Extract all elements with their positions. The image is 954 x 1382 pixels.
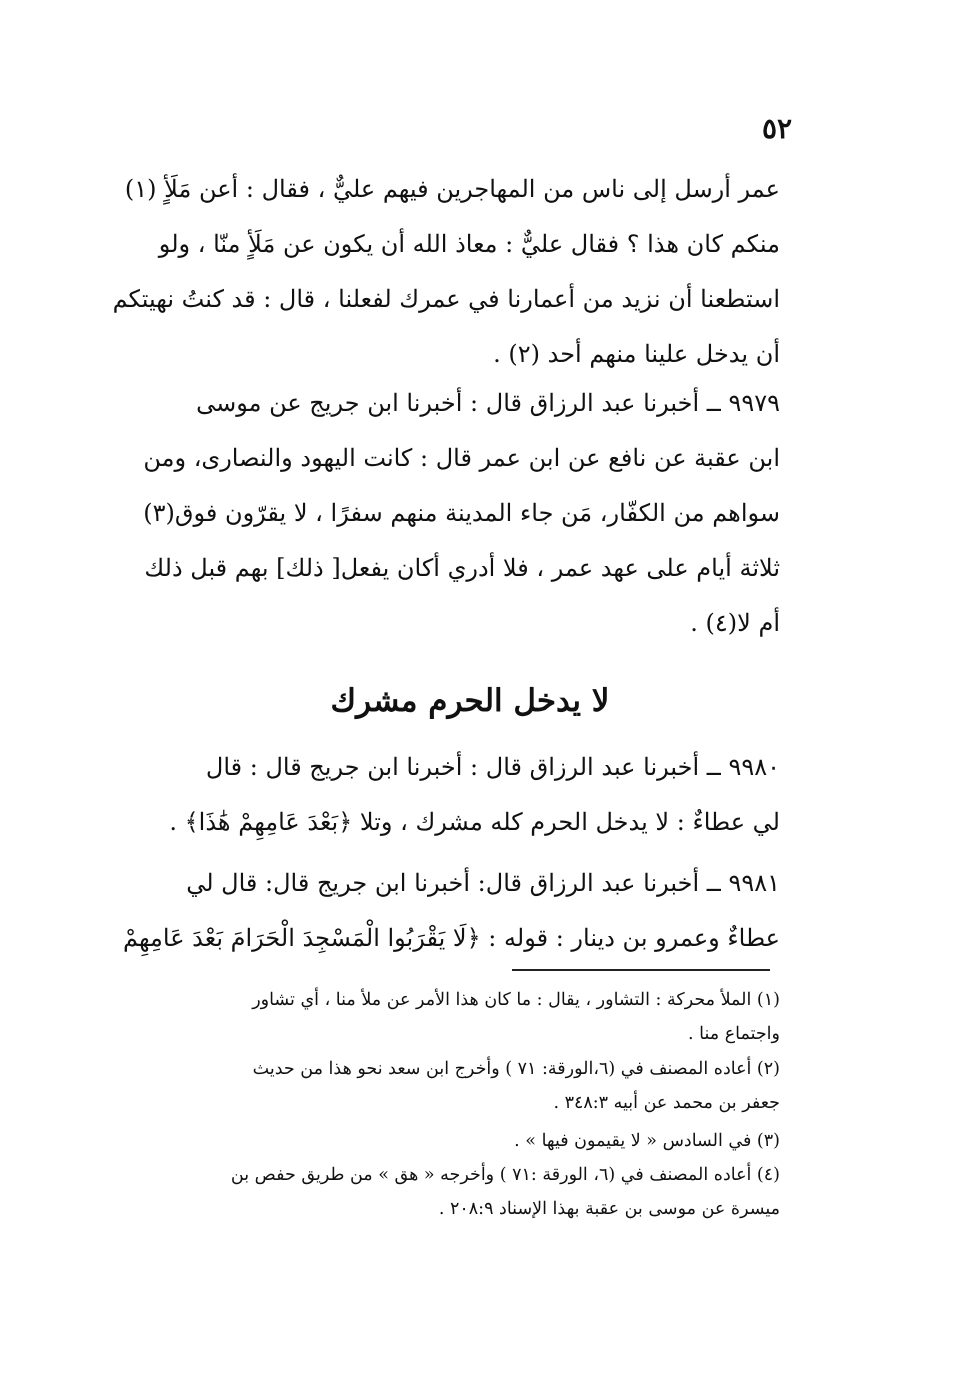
footnote-line: (١) الملأ محركة : التشاور ، يقال : ما كان هذا الأمر عن ملأ منا ، أي تشاور [252, 990, 780, 1010]
text-line: أن يدخل علينا منهم أحد (٢) . [493, 340, 780, 368]
text-line: منكم كان هذا ؟ فقال عليٌّ : معاذ الله أن يكون عن مَلَأٍ منّا ، ولو [158, 230, 780, 258]
hadith-9979 [100, 376, 780, 651]
text-line: استطعنا أن نزيد من أعمارنا في عمرك لفعلنا ، قال : قد كنتُ نهيتكم [112, 285, 780, 313]
footnote-line: ميسرة عن موسى بن عقبة بهذا الإسناد ٢٠٨:٩ . [438, 1199, 780, 1219]
footnote-line: واجتماع منا . [688, 1024, 780, 1044]
footnote-3 [100, 1124, 780, 1158]
hadith-9980 [100, 740, 780, 850]
text-line: ٩٩٨١ ــ أخبرنا عبد الرزاق قال: أخبرنا ابن جريج قال: قال لي [186, 869, 780, 897]
footnote-divider [512, 969, 770, 971]
footnote-line: (٤) أعاده المصنف في (٦، الورقة :٧١ ) وأخرجه « هق » من طريق حفص بن [230, 1165, 780, 1185]
section-heading: لا يدخل الحرم مشرك [330, 683, 610, 719]
page-number: ٥٢ [761, 112, 793, 145]
text-line: أم لا(٤) . [690, 609, 780, 637]
hadith-9981 [100, 856, 780, 966]
text-line: سواهم من الكفّار، مَن جاء المدينة منهم سفرًا ، لا يقرّون فوق(٣) [143, 499, 780, 527]
text-line: ثلاثة أيام على عهد عمر ، فلا أدري أكان يفعل[ ذلك] بهم قبل ذلك [144, 554, 780, 582]
text-line: ابن عقبة عن نافع عن ابن عمر قال : كانت اليهود والنصارى، ومن [143, 444, 780, 472]
text-line: ٩٩٨٠ ــ أخبرنا عبد الرزاق قال : أخبرنا ابن جريج قال : قال [205, 753, 780, 781]
text-line: ٩٩٧٩ ــ أخبرنا عبد الرزاق قال : أخبرنا ابن جريج عن موسى [196, 389, 780, 417]
footnote-line: (٣) في السادس « لا يقيمون فيها » . [514, 1131, 780, 1151]
footnote-1 [100, 983, 780, 1051]
text-line: عمر أرسل إلى ناس من المهاجرين فيهم عليٌّ ، فقال : أعن مَلَأٍ (١) [124, 175, 780, 203]
text-line: لي عطاءٌ : لا يدخل الحرم كله مشرك ، وتلا ﴿بَعْدَ عَامِهِمْ هَٰذَا﴾ . [169, 808, 780, 836]
footnote-4 [100, 1158, 780, 1226]
paragraph-continuation [100, 162, 780, 382]
text-line: عطاءٌ وعمرو بن دينار : قوله : ﴿لَا يَقْرَبُوا الْمَسْجِدَ الْحَرَامَ بَعْدَ عَامِهِمْ [123, 924, 780, 952]
footnote-2 [100, 1052, 780, 1120]
footnote-line: جعفر بن محمد عن أبيه ٣٤٨:٣ . [553, 1093, 780, 1113]
footnote-line: (٢) أعاده المصنف في (٦،الورقة: ٧١ ) وأخرج ابن سعد نحو هذا من حديث [252, 1059, 780, 1079]
